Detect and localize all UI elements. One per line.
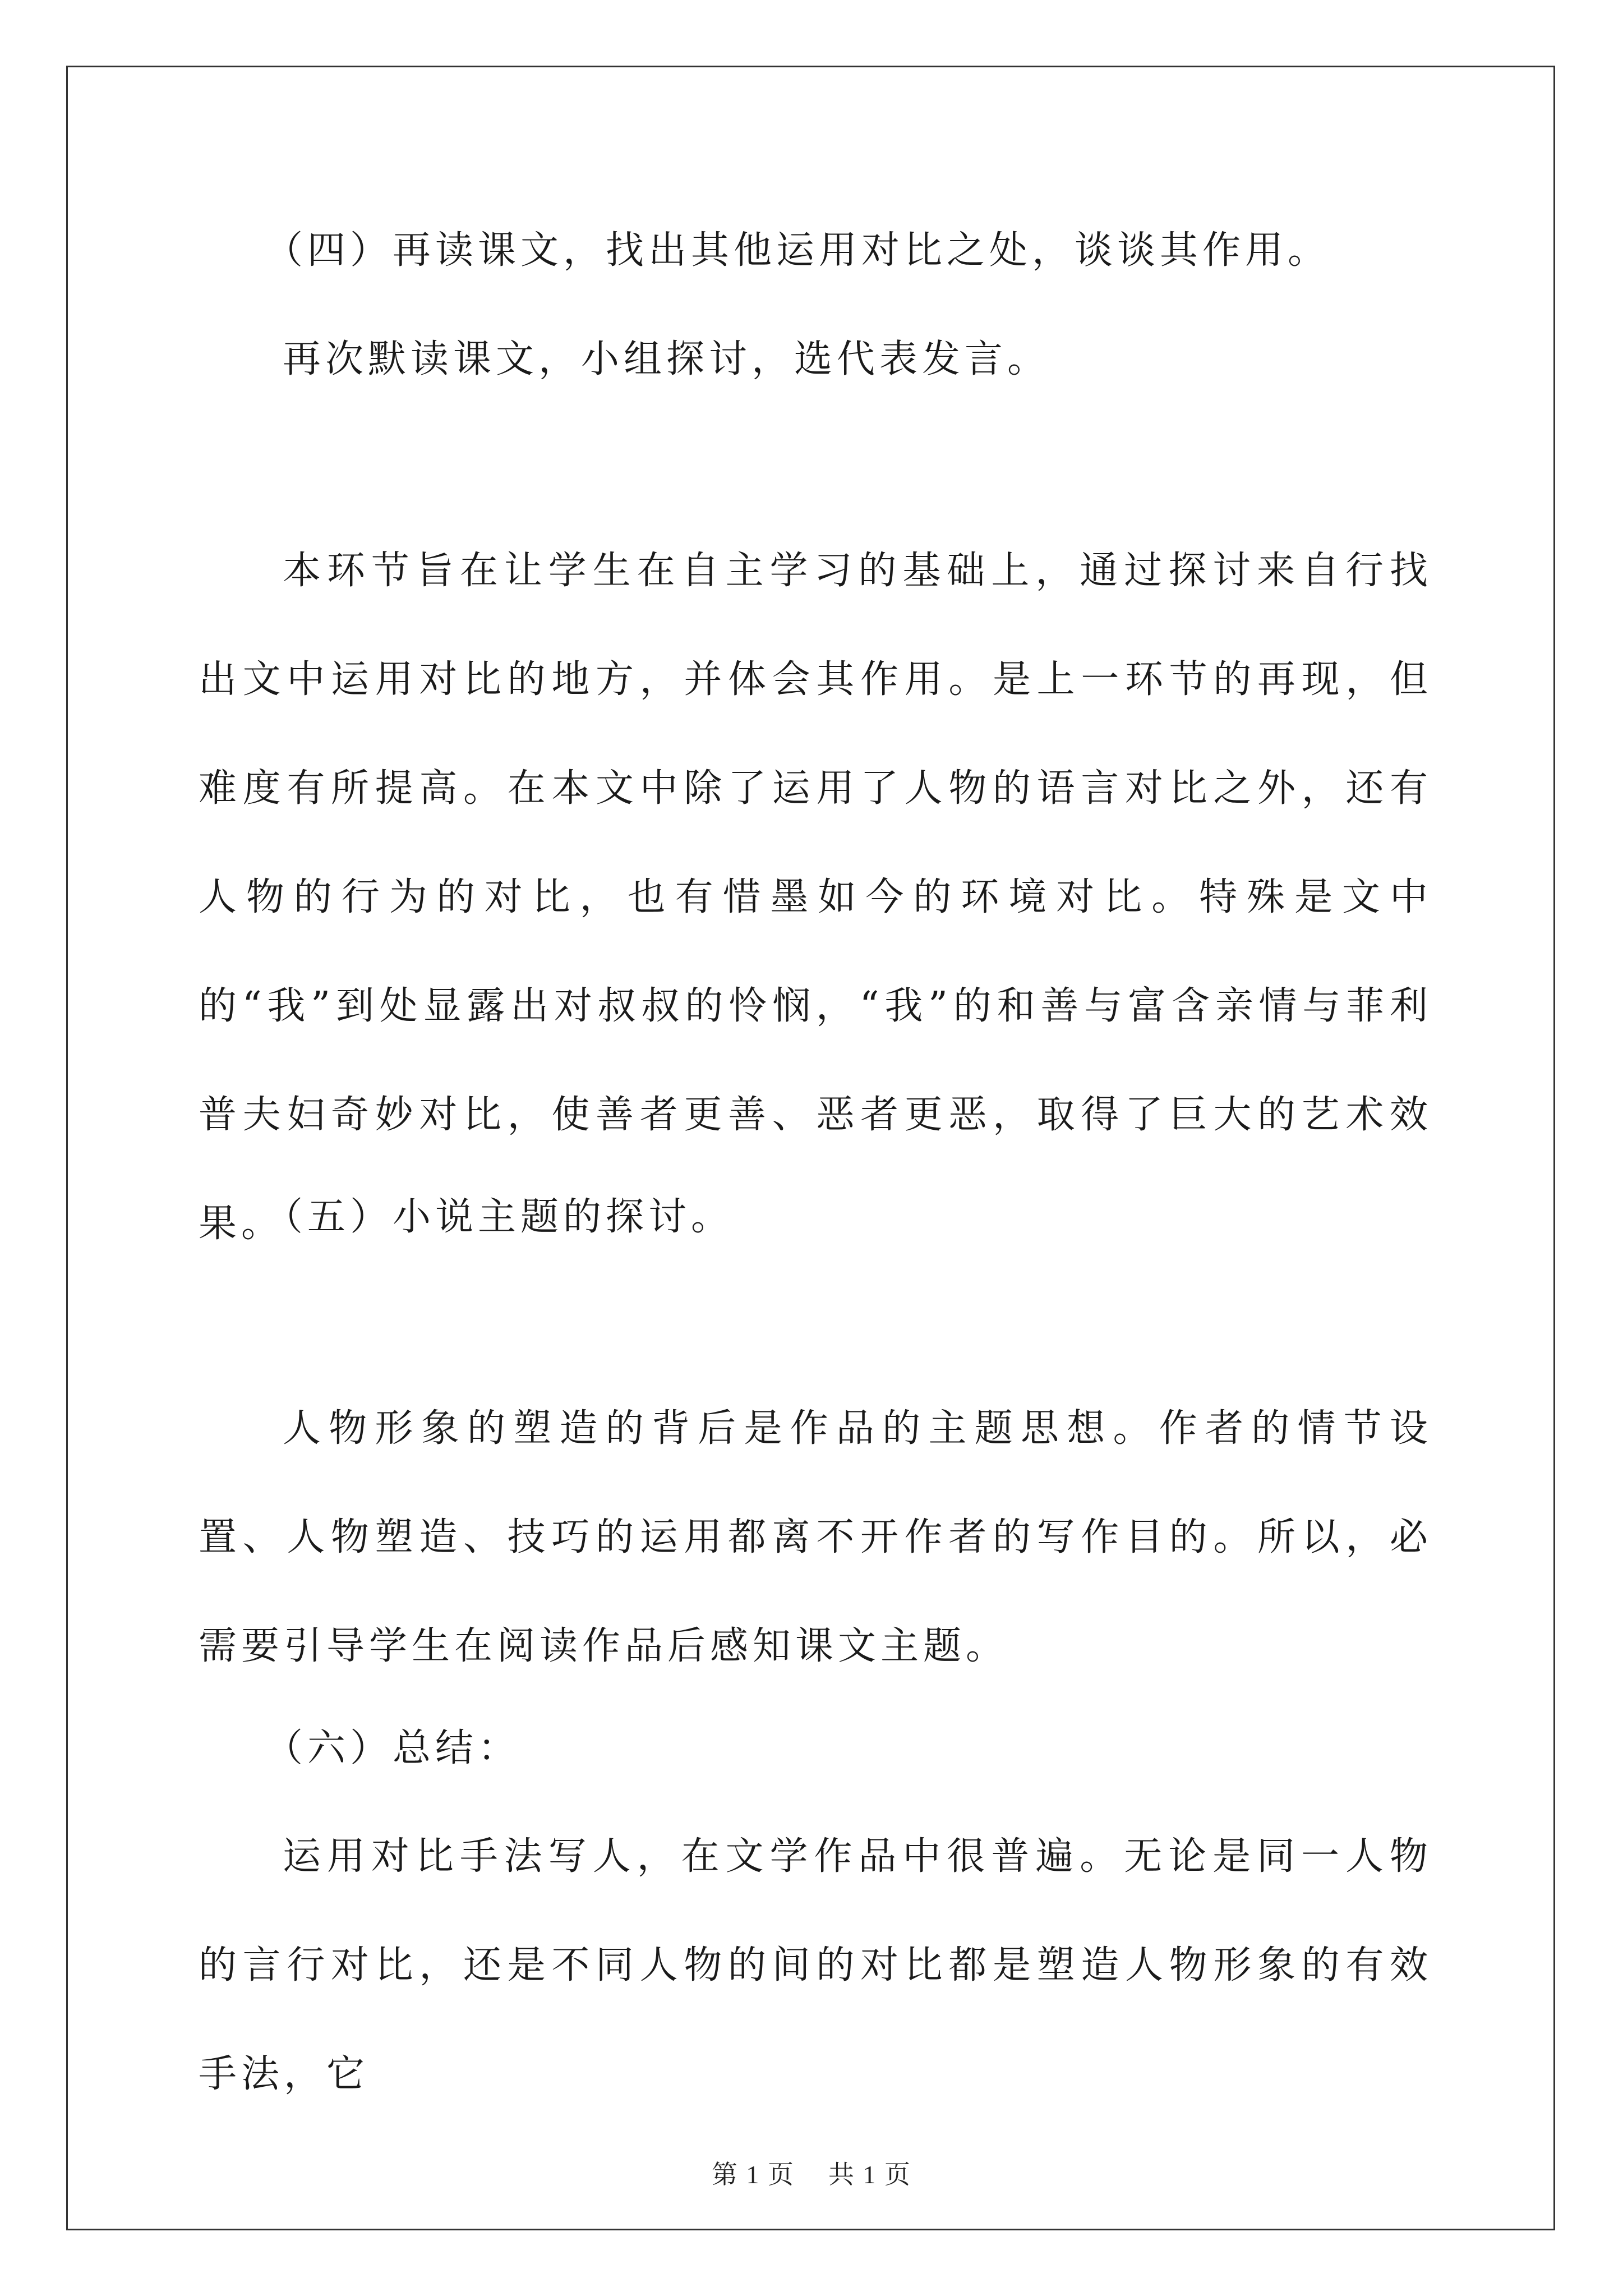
page-number: 第 1 页 xyxy=(712,2160,795,2189)
page-footer xyxy=(0,2154,1623,2191)
section-heading-6: （六）总结： xyxy=(265,1726,521,1770)
paragraph: 运用对比手法写人，在文学作品中很普遍。无论是同一人物的言行对比，还是不同人物的间的对比都是塑造人物形象的有效手法，它 xyxy=(199,1834,1432,2096)
page-total: 共 1 页 xyxy=(828,2160,911,2189)
paragraph: 本环节旨在让学生在自主学习的基础上，通过探讨来自行找出文中运用对比的地方，并体会其作用。是上一环节的再现，但难度有所提高。在本文中除了运用了人物的语言对比之外，还有人物的行为的对比，也有惜墨如今的环境对比。特殊是文中的“我”到处显露出对叔叔的怜悯，“我”的和善与富含亲情与菲利普夫妇奇妙对比，使善者更善、恶者更恶，取得了巨大的艺术效果。 xyxy=(199,549,1432,1246)
section-heading-5: （五）小说主题的探讨。 xyxy=(265,1195,734,1239)
paragraph: 再次默读课文，小组探讨，选代表发言。 xyxy=(283,337,1050,381)
section-heading-4: （四）再读课文，找出其他运用对比之处，谈谈其作用。 xyxy=(265,228,1331,273)
paragraph: 人物形象的塑造的背后是作品的主题思想。作者的情节设置、人物塑造、技巧的运用都离不开作者的写作目的。所以，必需要引导学生在阅读作品后感知课文主题。 xyxy=(199,1406,1432,1668)
